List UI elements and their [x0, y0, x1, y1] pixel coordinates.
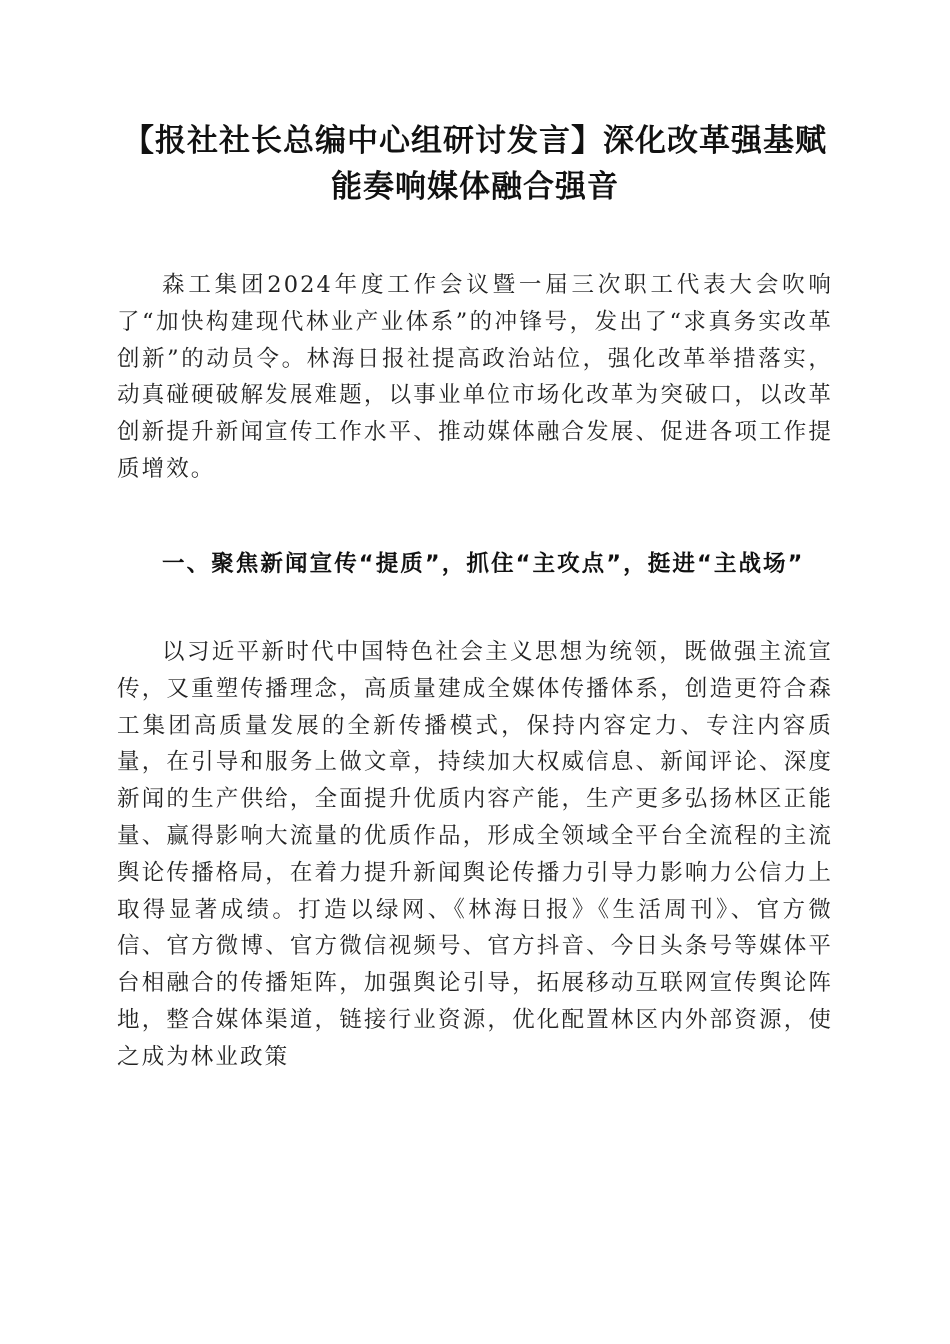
section-paragraph: 以习近平新时代中国特色社会主义思想为统领，既做强主流宣传，又重塑传播理念，高质量建成全媒体传播体系，创造更符合森工集团高质量发展的全新传播模式，保持内容定力、专注内容质量，在引导和服务上做文章，持续加大权威信息、新闻评论、深度新闻的生产供给，全面提升优质内容产能，生产更多弘扬林区正能量、赢得影响大流量的优质作品，形成全领域全平台全流程的主流舆论传播格局，在着力提升新闻舆论传播力引导力影响力公信力上取得显著成绩。打造以绿网、《林海日报》《生活周刊》、官方微信、官方微博、官方微信视频号、官方抖音、今日头条号等媒体平台相融合的传播矩阵，加强舆论引导，拓展移动互联网宣传舆论阵地，整合媒体渠道，链接行业资源，优化配置林区内外部资源，使之成为林业政策: [117, 639, 833, 1070]
section-heading: 一、聚焦新闻宣传“提质”，抓住“主攻点”，挺进“主战场”: [162, 551, 805, 577]
intro-paragraph: 森工集团2024年度工作会议暨一届三次职工代表大会吹响了“加快构建现代林业产业体系”的冲锋号，发出了“求真务实改革创新”的动员令。林海日报社提高政治站位，强化改革举措落实，动真碰硬破解发展难题，以事业单位市场化改革为突破口，以改革创新提升新闻宣传工作水平、推动媒体融合发展、促进各项工作提质增效。: [117, 272, 833, 482]
document-title: 【报社社长总编中心组研讨发言】深化改革强基赋能奏响媒体融合强音: [123, 123, 827, 205]
